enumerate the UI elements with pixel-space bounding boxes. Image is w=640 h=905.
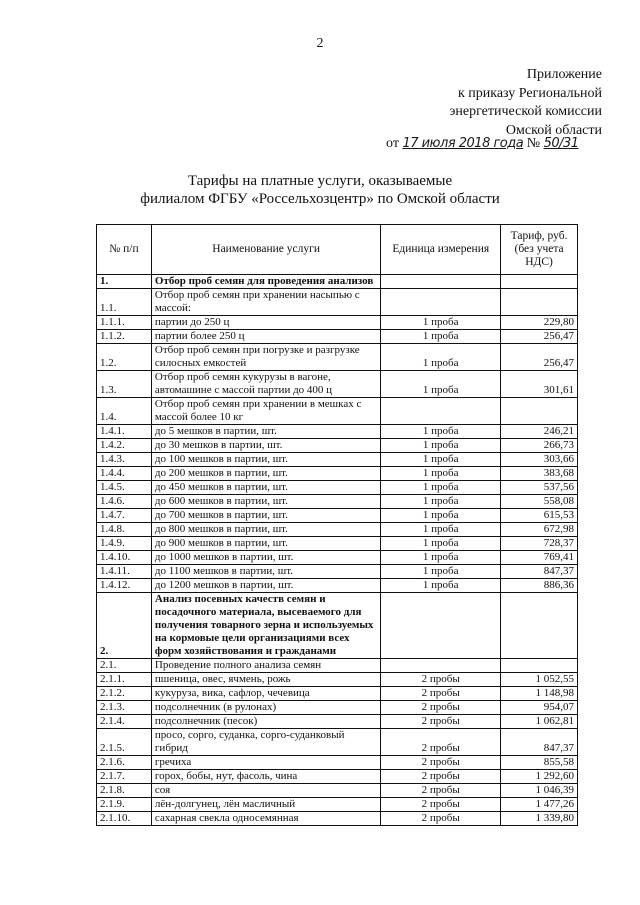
- row-unit: 1 проба: [381, 316, 501, 330]
- row-service-name: до 900 мешков в партии, шт.: [151, 537, 380, 551]
- row-unit: 2 пробы: [381, 687, 501, 701]
- row-price: [501, 659, 578, 673]
- page-number: 2: [316, 36, 324, 51]
- row-service-name: Отбор проб семян кукурузы в вагоне, автомашине с массой партии до 400 ц: [151, 371, 380, 398]
- row-unit: 1 проба: [381, 453, 501, 467]
- appendix-line: к приказу Региональной: [457, 85, 602, 101]
- table-row: [97, 551, 578, 565]
- order-reference: [386, 136, 606, 152]
- row-number: 1.4.3.: [97, 453, 152, 467]
- row-number: 1.2.: [97, 344, 152, 371]
- row-service-name: лён-долгунец, лён масличный: [151, 798, 380, 812]
- table-row: [97, 509, 578, 523]
- row-number: 1.4.2.: [97, 439, 152, 453]
- row-service-name: до 700 мешков в партии, шт.: [151, 509, 380, 523]
- row-service-name: Отбор проб семян при хранении в мешках с массой более 10 кг: [151, 398, 380, 425]
- table-row: [97, 579, 578, 593]
- table-row: [97, 593, 578, 659]
- table-row: [97, 565, 578, 579]
- row-number: 1.1.1.: [97, 316, 152, 330]
- table-row: [97, 812, 578, 826]
- row-number: 1.4.1.: [97, 425, 152, 439]
- row-number: 1.4.8.: [97, 523, 152, 537]
- row-service-name: до 5 мешков в партии, шт.: [151, 425, 380, 439]
- row-price: 1 062,81: [501, 715, 578, 729]
- row-unit: 1 проба: [381, 467, 501, 481]
- appendix-line: Приложение: [526, 67, 602, 82]
- row-number: 1.4.5.: [97, 481, 152, 495]
- table-row: [97, 715, 578, 729]
- row-price: 301,61: [501, 371, 578, 398]
- row-unit: [381, 275, 501, 289]
- row-number: 1.4.4.: [97, 467, 152, 481]
- row-price: 383,68: [501, 467, 578, 481]
- order-date: 17 июля 2018 года: [402, 136, 524, 151]
- row-unit: 2 пробы: [381, 770, 501, 784]
- row-price: 229,80: [501, 316, 578, 330]
- row-price: [501, 289, 578, 316]
- row-service-name: сахарная свекла односемянная: [151, 812, 380, 826]
- row-service-name: партии до 250 ц: [151, 316, 380, 330]
- header-price: [501, 225, 578, 275]
- row-service-name: Проведение полного анализа семян: [151, 659, 380, 673]
- row-unit: [381, 289, 501, 316]
- row-price: 1 477,26: [501, 798, 578, 812]
- row-number: 1.4.11.: [97, 565, 152, 579]
- row-number: 1.4.7.: [97, 509, 152, 523]
- row-service-name: до 200 мешков в партии, шт.: [151, 467, 380, 481]
- row-price: 847,37: [501, 565, 578, 579]
- row-unit: 1 проба: [381, 579, 501, 593]
- table-row: [97, 701, 578, 715]
- row-service-name: Отбор проб семян при погрузке и разгрузке силосных емкостей: [151, 344, 380, 371]
- row-price: 1 339,80: [501, 812, 578, 826]
- row-unit: 2 пробы: [381, 673, 501, 687]
- appendix-block: [449, 66, 602, 140]
- tariff-table: [96, 224, 578, 826]
- row-price: 558,08: [501, 495, 578, 509]
- row-price: 615,53: [501, 509, 578, 523]
- row-price: 266,73: [501, 439, 578, 453]
- row-service-name: подсолнечник (в рулонах): [151, 701, 380, 715]
- table-row: [97, 371, 578, 398]
- table-body: [97, 275, 578, 826]
- row-unit: 2 пробы: [381, 756, 501, 770]
- row-price: 728,37: [501, 537, 578, 551]
- header-num: № п/п: [97, 225, 152, 275]
- row-price: 256,47: [501, 344, 578, 371]
- order-number: 50/31: [543, 136, 579, 151]
- table-row: [97, 687, 578, 701]
- row-service-name: Отбор проб семян при хранении насыпью с массой:: [151, 289, 380, 316]
- header-name: Наименование услуги: [151, 225, 380, 275]
- row-unit: [381, 659, 501, 673]
- row-price: 769,41: [501, 551, 578, 565]
- table-row: [97, 798, 578, 812]
- row-price: 1 148,98: [501, 687, 578, 701]
- table-row: [97, 729, 578, 756]
- header-price-line: НДС): [525, 256, 553, 268]
- table-row: [97, 495, 578, 509]
- table-row: [97, 275, 578, 289]
- table-row: [97, 425, 578, 439]
- table-row: [97, 398, 578, 425]
- table-row: [97, 439, 578, 453]
- row-service-name: до 1200 мешков в партии, шт.: [151, 579, 380, 593]
- table-row: [97, 453, 578, 467]
- row-unit: 1 проба: [381, 425, 501, 439]
- order-number-label: №: [526, 136, 541, 151]
- row-number: 2.1.2.: [97, 687, 152, 701]
- row-number: 1.1.: [97, 289, 152, 316]
- row-unit: 2 пробы: [381, 729, 501, 756]
- table-row: [97, 673, 578, 687]
- row-service-name: Отбор проб семян для проведения анализов: [151, 275, 380, 289]
- row-number: 2.1.8.: [97, 784, 152, 798]
- row-number: 2.1.7.: [97, 770, 152, 784]
- row-price: 537,56: [501, 481, 578, 495]
- row-price: [501, 593, 578, 659]
- row-service-name: до 1000 мешков в партии, шт.: [151, 551, 380, 565]
- row-unit: 2 пробы: [381, 798, 501, 812]
- title-line: Тарифы на платные услуги, оказываемые: [187, 173, 453, 189]
- row-number: 2.1.5.: [97, 729, 152, 756]
- table-row: [97, 467, 578, 481]
- table-row: [97, 481, 578, 495]
- row-unit: 1 проба: [381, 495, 501, 509]
- row-unit: 1 проба: [381, 551, 501, 565]
- row-service-name: просо, сорго, суданка, сорго-суданковый гибрид: [151, 729, 380, 756]
- row-service-name: до 100 мешков в партии, шт.: [151, 453, 380, 467]
- row-number: 2.1.9.: [97, 798, 152, 812]
- table-row: [97, 784, 578, 798]
- row-price: 847,37: [501, 729, 578, 756]
- table-header-row: [97, 225, 578, 275]
- row-number: 1.4.6.: [97, 495, 152, 509]
- row-unit: [381, 398, 501, 425]
- row-service-name: пшеница, овес, ячмень, рожь: [151, 673, 380, 687]
- appendix-line: Омской области: [505, 122, 602, 138]
- header-price-line: Тариф, руб.: [510, 230, 568, 242]
- row-service-name: Анализ посевных качеств семян и посадочного материала, высеваемого для получения товарного зерна и используемых на кормовые цели организациями всех форм хозяйствования и гражданами: [151, 593, 380, 659]
- table-row: [97, 344, 578, 371]
- row-price: 1 046,39: [501, 784, 578, 798]
- table-row: [97, 316, 578, 330]
- row-service-name: до 450 мешков в партии, шт.: [151, 481, 380, 495]
- table-row: [97, 659, 578, 673]
- table-row: [97, 330, 578, 344]
- row-service-name: до 800 мешков в партии, шт.: [151, 523, 380, 537]
- table-row: [97, 289, 578, 316]
- table-row: [97, 756, 578, 770]
- row-unit: 2 пробы: [381, 784, 501, 798]
- row-number: 2.1.3.: [97, 701, 152, 715]
- row-number: 1.: [97, 275, 152, 289]
- row-price: 954,07: [501, 701, 578, 715]
- row-service-name: до 30 мешков в партии, шт.: [151, 439, 380, 453]
- row-service-name: гречиха: [151, 756, 380, 770]
- row-price: 303,66: [501, 453, 578, 467]
- row-service-name: до 600 мешков в партии, шт.: [151, 495, 380, 509]
- row-unit: 1 проба: [381, 509, 501, 523]
- row-price: 886,36: [501, 579, 578, 593]
- row-price: 1 052,55: [501, 673, 578, 687]
- row-unit: [381, 593, 501, 659]
- row-number: 1.4.9.: [97, 537, 152, 551]
- row-service-name: соя: [151, 784, 380, 798]
- row-number: 2.1.1.: [97, 673, 152, 687]
- row-number: 1.3.: [97, 371, 152, 398]
- order-prefix: от: [386, 136, 399, 151]
- row-service-name: кукуруза, вика, сафлор, чечевица: [151, 687, 380, 701]
- row-service-name: партии более 250 ц: [151, 330, 380, 344]
- row-service-name: горох, бобы, нут, фасоль, чина: [151, 770, 380, 784]
- row-number: 2.1.10.: [97, 812, 152, 826]
- title-line: филиалом ФГБУ «Россельхозцентр» по Омской области: [140, 191, 500, 207]
- row-price: 1 292,60: [501, 770, 578, 784]
- row-unit: 1 проба: [381, 565, 501, 579]
- row-number: 2.1.6.: [97, 756, 152, 770]
- row-number: 2.: [97, 593, 152, 659]
- document-title: [0, 172, 640, 208]
- row-number: 2.1.4.: [97, 715, 152, 729]
- table-row: [97, 537, 578, 551]
- row-price: 855,58: [501, 756, 578, 770]
- row-unit: 1 проба: [381, 330, 501, 344]
- row-number: 1.4.10.: [97, 551, 152, 565]
- header-price-line: (без учета: [514, 243, 564, 255]
- row-unit: 1 проба: [381, 481, 501, 495]
- row-price: 256,47: [501, 330, 578, 344]
- appendix-line: энергетической комиссии: [449, 104, 602, 119]
- row-unit: 1 проба: [381, 537, 501, 551]
- row-price: 672,98: [501, 523, 578, 537]
- row-number: 1.4.: [97, 398, 152, 425]
- row-price: 246,21: [501, 425, 578, 439]
- row-price: [501, 398, 578, 425]
- row-unit: 1 проба: [381, 439, 501, 453]
- row-unit: 2 пробы: [381, 715, 501, 729]
- row-number: 1.1.2.: [97, 330, 152, 344]
- row-number: 2.1.: [97, 659, 152, 673]
- row-number: 1.4.12.: [97, 579, 152, 593]
- table-row: [97, 523, 578, 537]
- row-unit: 1 проба: [381, 523, 501, 537]
- row-price: [501, 275, 578, 289]
- header-unit: Единица измерения: [381, 225, 501, 275]
- row-unit: 1 проба: [381, 344, 501, 371]
- row-unit: 2 пробы: [381, 701, 501, 715]
- row-service-name: подсолнечник (песок): [151, 715, 380, 729]
- table-row: [97, 770, 578, 784]
- row-service-name: до 1100 мешков в партии, шт.: [151, 565, 380, 579]
- row-unit: 1 проба: [381, 371, 501, 398]
- row-unit: 2 пробы: [381, 812, 501, 826]
